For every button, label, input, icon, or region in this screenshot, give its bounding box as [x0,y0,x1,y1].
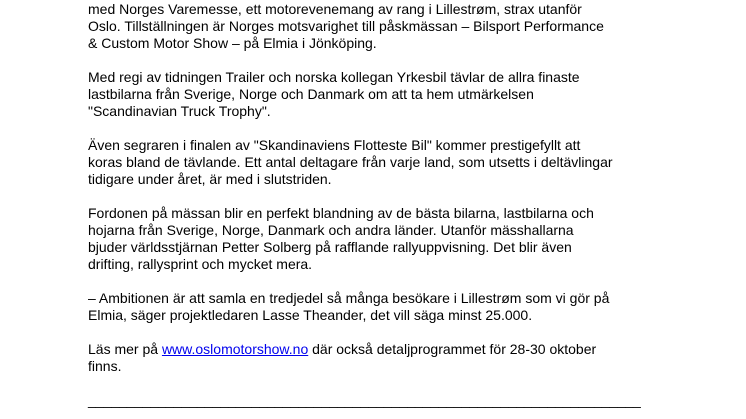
separator-line: _______________________________________________________________________ [88,392,641,408]
paragraph-continuation: med Norges Varemesse, ett motorevenemang av rang i Lillestrøm, strax utanför Oslo. Tillställningen är Norges motsvarighet till påskmässan – Bilsport Performance & Custom Motor Show – på Elmia i Jönköping. [88,1,604,51]
paragraph-truck-trophy: Med regi av tidningen Trailer och norska kollegan Yrkesbil tävlar de allra finaste lastbilarna från Sverige, Norge och Danmark om att ta hem utmärkelsen "Scandinavian Truck Trophy". [88,69,580,119]
paragraph-ambition-quote: – Ambitionen är att samla en tredjedel så många besökare i Lillestrøm som vi gör på Elmia, säger projektledaren Lasse Theander, det vill säga minst 25.000. [88,290,610,323]
oslomotorshow-link[interactable]: www.oslomotorshow.no [161,341,309,357]
paragraph-flotteste-bil: Även segraren i finalen av "Skandinaviens Flotteste Bil" kommer prestigefyllt att koras bland de tävlande. Ett antal deltagare från varje land, som utsetts i deltävlingar tidigare under året, är med i slutstriden. [88,137,613,187]
read-more-prefix: Läs mer på [88,341,162,357]
read-more-suffix: där också detaljprogrammet för 28-30 oktober finns. [88,341,597,374]
paragraph-read-more [88,341,688,375]
paragraph-vehicle-mix: Fordonen på mässan blir en perfekt blandning av de bästa bilarna, lastbilarna och hojarna från Sverige, Norge, Danmark och andra länder. Utanför mässhallarna bjuder världsstjärnan Petter Solberg på rafflande rallyuppvisning. Det blir även drifting, rallysprint och mycket mera. [88,205,594,272]
